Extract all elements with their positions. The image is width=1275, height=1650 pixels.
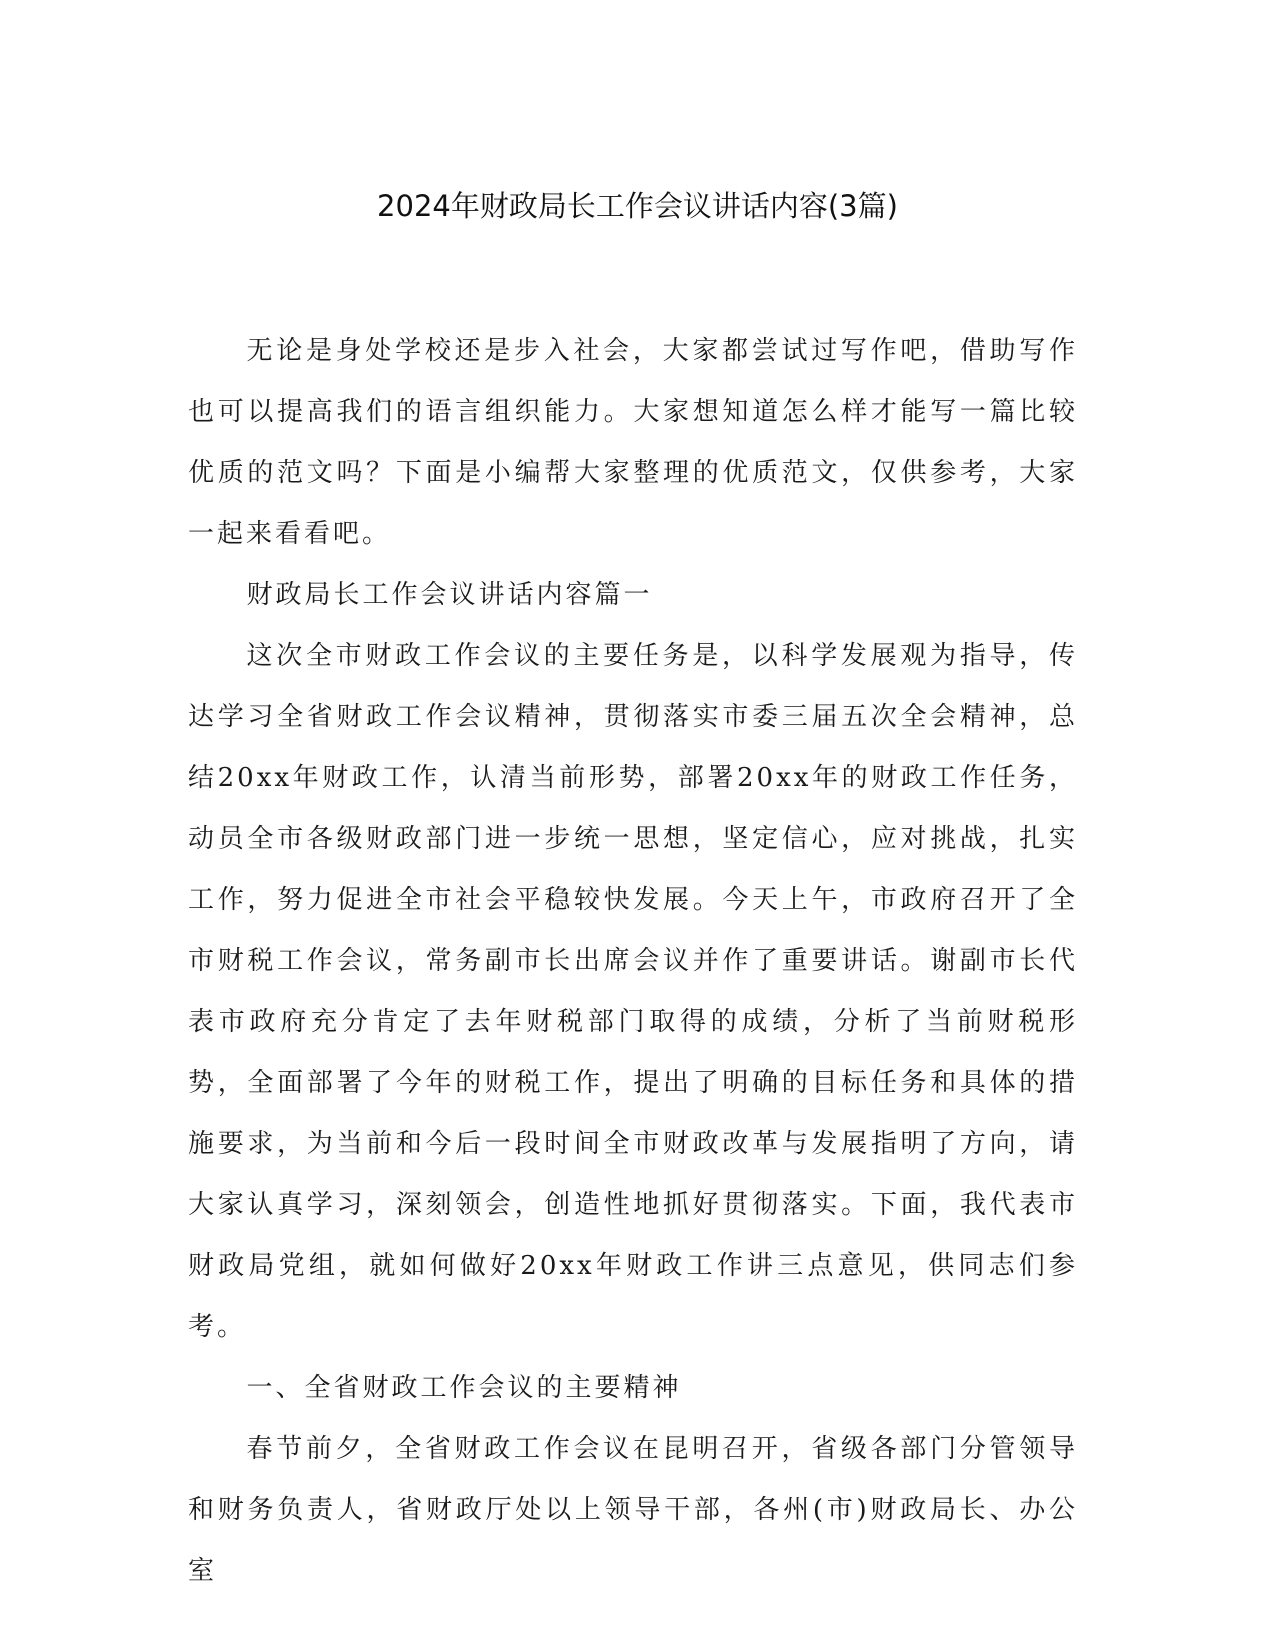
document-title: 2024年财政局长工作会议讲话内容(3篇) — [377, 189, 898, 223]
section-heading-part-one: 财政局长工作会议讲话内容篇一 — [246, 580, 653, 610]
intro-paragraph: 无论是身处学校还是步入社会，大家都尝试过写作吧，借助写作也可以提高我们的语言组织能力。大家想知道怎么样才能写一篇比较优质的范文吗？下面是小编帮大家整理的优质范文，仅供参考，大家一起来看看吧。 — [188, 336, 1078, 549]
section-heading-main-spirit: 一、全省财政工作会议的主要精神 — [246, 1373, 682, 1403]
document-body — [188, 321, 1078, 1602]
speech-paragraph: 这次全市财政工作会议的主要任务是，以科学发展观为指导，传达学习全省财政工作会议精神，贯彻落实市委三届五次全会精神，总结20xx年财政工作，认清当前形势，部署20xx年的财政工作任务，动员全市各级财政部门进一步统一思想，坚定信心，应对挑战，扎实工作，努力促进全市社会平稳较快发展。今天上午，市政府召开了全市财税工作会议，常务副市长出席会议并作了重要讲话。谢副市长代表市政府充分肯定了去年财税部门取得的成绩，分析了当前财税形势，全面部署了今年的财税工作，提出了明确的目标任务和具体的措施要求，为当前和今后一段时间全市财政改革与发展指明了方向，请大家认真学习，深刻领会，创造性地抓好贯彻落实。下面，我代表市财政局党组，就如何做好20xx年财政工作讲三点意见，供同志们参考。 — [188, 641, 1078, 1342]
meeting-paragraph: 春节前夕，全省财政工作会议在昆明召开，省级各部门分管领导和财务负责人，省财政厅处以上领导干部，各州(市)财政局长、办公室 — [188, 1434, 1078, 1586]
